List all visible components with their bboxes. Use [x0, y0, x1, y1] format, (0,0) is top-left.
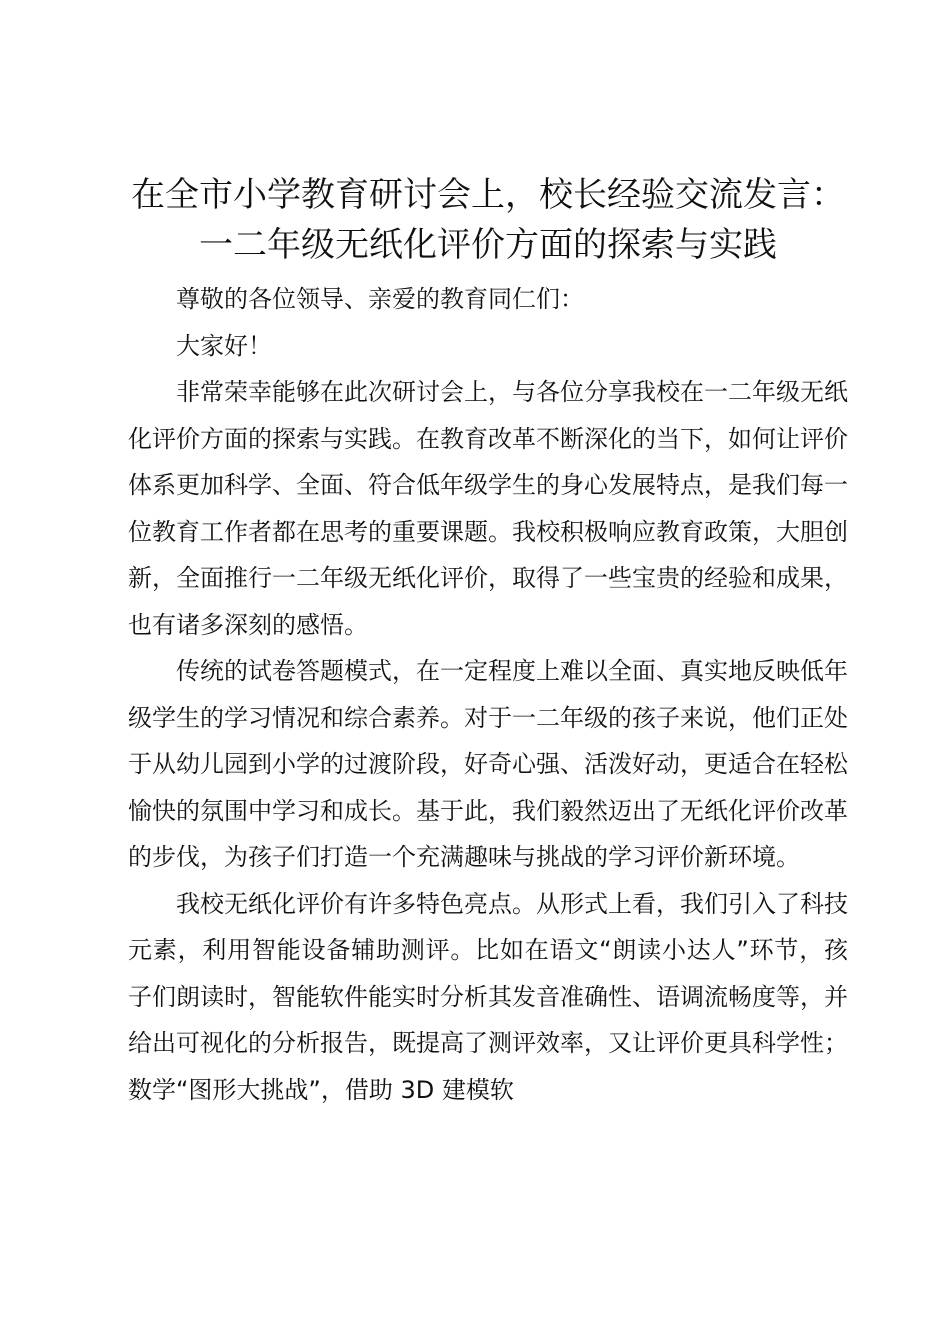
document-body [128, 276, 848, 1113]
greeting: 大家好！ [176, 331, 272, 360]
document-title [128, 170, 848, 270]
title-line-1: 在全市小学教育研讨会上，校长经验交流发言： [131, 175, 845, 215]
paragraph-1: 非常荣幸能够在此次研讨会上，与各位分享我校在一二年级无纸化评价方面的探索与实践。在教育改革不断深化的当下，如何让评价体系更加科学、全面、符合低年级学生的身心发展特点，是我们每一位教育工作者都在思考的重要课题。我校积极响应教育政策，大胆创新，全面推行一二年级无纸化评价，取得了一些宝贵的经验和成果，也有诸多深刻的感悟。 [128, 378, 848, 639]
document-page [128, 170, 848, 1113]
paragraph-2: 传统的试卷答题模式，在一定程度上难以全面、真实地反映低年级学生的学习情况和综合素养。对于一二年级的孩子来说，他们正处于从幼儿园到小学的过渡阶段，好奇心强、活泼好动，更适合在轻松愉快的氛围中学习和成长。基于此，我们毅然迈出了无纸化评价改革的步伐，为孩子们打造一个充满趣味与挑战的学习评价新环境。 [128, 657, 848, 871]
salutation: 尊敬的各位领导、亲爱的教育同仁们： [176, 285, 584, 313]
title-line-2: 一二年级无纸化评价方面的探索与实践 [199, 225, 777, 265]
paragraph-3: 我校无纸化评价有许多特色亮点。从形式上看，我们引入了科技元素，利用智能设备辅助测评。比如在语文“朗读小达人”环节，孩子们朗读时，智能软件能实时分析其发音准确性、语调流畅度等，并给出可视化的分析报告，既提高了测评效率，又让评价更具科学性；数学“图形大挑战”，借助 3D 建模软 [128, 889, 848, 1104]
